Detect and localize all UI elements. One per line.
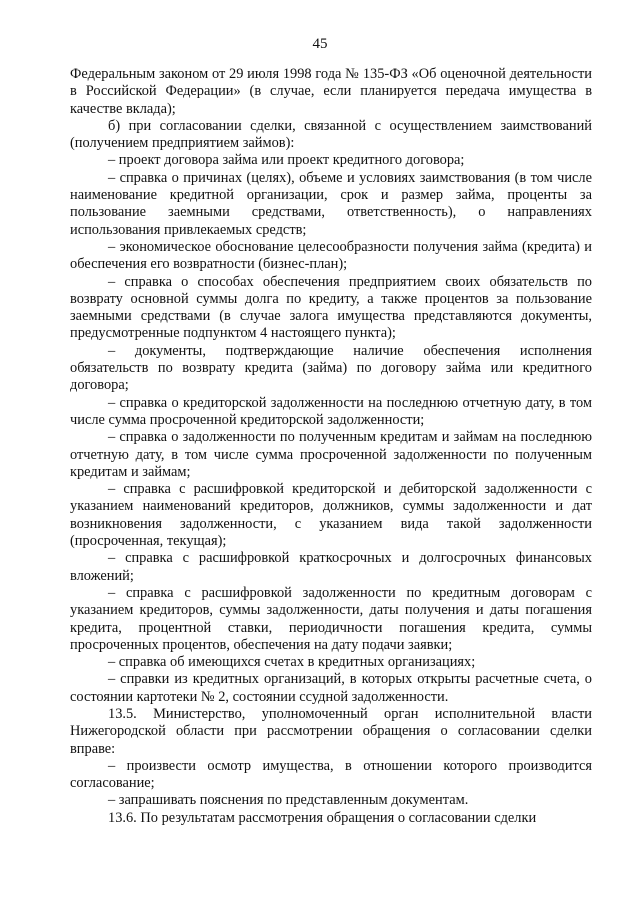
list-item-bank-statements: – справки из кредитных организаций, в которых открыты расчетные счета, о состоянии картотеки № 2, состоянии ссудной задолженности. — [70, 671, 592, 705]
list-item-investments: – справка с расшифровкой краткосрочных и долгосрочных финансовых вложений; — [70, 550, 592, 584]
list-item-business-plan: – экономическое обоснование целесообразности получения займа (кредита) и обеспечения его возвратности (бизнес-план); — [70, 238, 592, 273]
list-item-inspection: – произвести осмотр имущества, в отношении которого производится согласование; — [70, 757, 592, 792]
list-item-credit-agreements: – справка с расшифровкой задолженности по кредитным договорам с указанием кредиторов, суммы задолженности, даты получения и даты погашения кредита, процентной ставки, периодичности погашения кредита, суммы просроченных процентов, обеспечения на дату подачи заявки; — [70, 584, 592, 653]
document-body — [70, 66, 592, 827]
paragraph-valuation-law: Федеральным законом от 29 июля 1998 года № 135-ФЗ «Об оценочной деятельности в Российской Федерации» (в случае, если планируется передача имущества в качестве вклада); — [70, 66, 592, 117]
paragraph-borrowing-intro: б) при согласовании сделки, связанной с осуществлением заимствований (получением предприятием займов): — [70, 117, 592, 152]
list-item-security-documents: – документы, подтверждающие наличие обеспечения исполнения обязательств по возврату кредита (займа) по договору займа или кредитного договора; — [70, 342, 592, 394]
list-item-loan-debt: – справка о задолженности по полученным кредитам и займам на последнюю отчетную дату, в том числе сумма просроченной задолженности по полученным кредитам и займам; — [70, 429, 592, 480]
paragraph-13-5: 13.5. Министерство, уполномоченный орган исполнительной власти Нижегородской области при рассмотрении обращения о согласовании сделки вправе: — [70, 705, 592, 757]
list-item-security-methods: – справка о способах обеспечения предприятием своих обязательств по возврату основной суммы долга по кредиту, а также процентов за пользование заемными средствами (в случае залога имущества представляются документы, предусмотренные подпунктом 4 настоящего пункта); — [70, 273, 592, 342]
list-item-borrowing-reasons: – справка о причинах (целях), объеме и условиях заимствования (в том числе наименование кредитной организации, срок и размер займа, проценты за пользование заемными средствами, ответственность), о направлениях использования привлекаемых средств; — [70, 169, 592, 238]
list-item-payables: – справка о кредиторской задолженности на последнюю отчетную дату, в том числе сумма просроченной кредиторской задолженности; — [70, 394, 592, 428]
list-item-receivables-breakdown: – справка с расшифровкой кредиторской и дебиторской задолженности с указанием наименований кредиторов, должников, суммы задолженности и дат возникновения задолженности, с указанием вида такой задолженности (просроченная, текущая); — [70, 481, 592, 550]
list-item-draft-agreement: – проект договора займа или проект кредитного договора; — [108, 152, 465, 169]
paragraph-13-6: 13.6. По результатам рассмотрения обращения о согласовании сделки — [108, 809, 537, 826]
list-item-explanations: – запрашивать пояснения по представленным документам. — [108, 792, 469, 809]
page-number: 45 — [312, 36, 328, 52]
list-item-bank-accounts: – справка об имеющихся счетах в кредитных организациях; — [108, 654, 476, 671]
